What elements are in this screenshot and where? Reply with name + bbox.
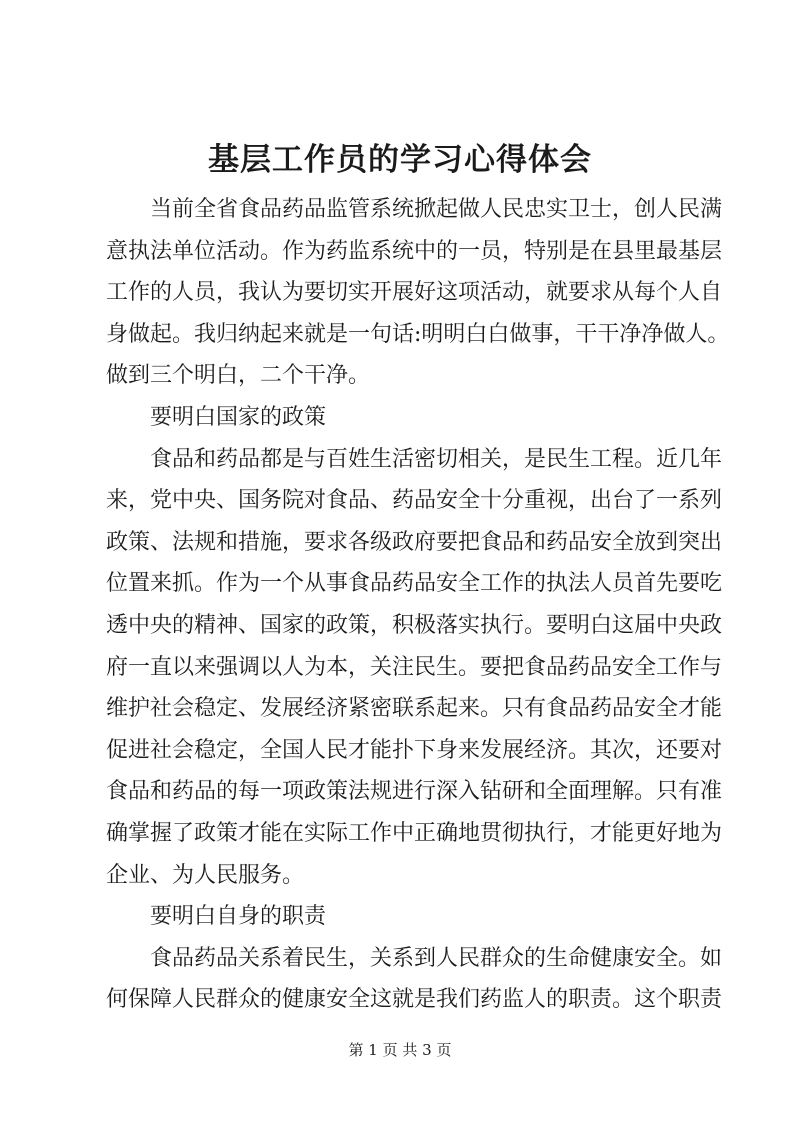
text-line: 身做起。我归纳起来就是一句话:明明白白做事，干干净净做人。 <box>106 321 730 347</box>
page-footer: 第 1 页 共 3 页 <box>348 1041 452 1059</box>
text-line: 府一直以来强调以人为本，关注民生。要把食品药品安全工作与 <box>106 654 723 680</box>
text-line: 透中央的精神、国家的政策，积极落实执行。要明白这届中央政 <box>106 612 723 638</box>
text-line: 食品和药品都是与百姓生活密切相关，是民生工程。近几年 <box>150 446 723 472</box>
text-line: 何保障人民群众的健康安全这就是我们药监人的职责。这个职责 <box>106 987 723 1013</box>
text-line: 要明白自身的职责 <box>150 904 327 930</box>
text-line: 维护社会稳定、发展经济紧密联系起来。只有食品药品安全才能 <box>106 696 723 722</box>
text-line: 位置来抓。作为一个从事食品药品安全工作的执法人员首先要吃 <box>106 571 723 597</box>
text-line: 当前全省食品药品监管系统掀起做人民忠实卫士，创人民满 <box>150 197 723 222</box>
text-line: 来，党中央、国务院对食品、药品安全十分重视，出台了一系列 <box>106 488 723 514</box>
text-line: 意执法单位活动。作为药监系统中的一员，特别是在县里最基层 <box>106 238 723 264</box>
document-body <box>106 189 730 1021</box>
text-line: 企业、为人民服务。 <box>106 862 305 888</box>
text-line: 食品药品关系着民生，关系到人民群众的生命健康安全。如 <box>150 945 723 971</box>
text-line: 做到三个明白，二个干净。 <box>106 363 371 389</box>
document-title: 基层工作员的学习心得体会 <box>208 142 592 178</box>
text-line: 确掌握了政策才能在实际工作中正确地贯彻执行，才能更好地为 <box>106 820 723 846</box>
text-line: 政策、法规和措施，要求各级政府要把食品和药品安全放到突出 <box>106 529 723 555</box>
text-line: 促进社会稳定，全国人民才能扑下身来发展经济。其次，还要对 <box>106 737 723 763</box>
text-line: 食品和药品的每一项政策法规进行深入钻研和全面理解。只有准 <box>106 779 723 805</box>
text-line: 要明白国家的政策 <box>150 404 327 430</box>
text-line: 工作的人员，我认为要切实开展好这项活动，就要求从每个人自 <box>106 280 723 306</box>
